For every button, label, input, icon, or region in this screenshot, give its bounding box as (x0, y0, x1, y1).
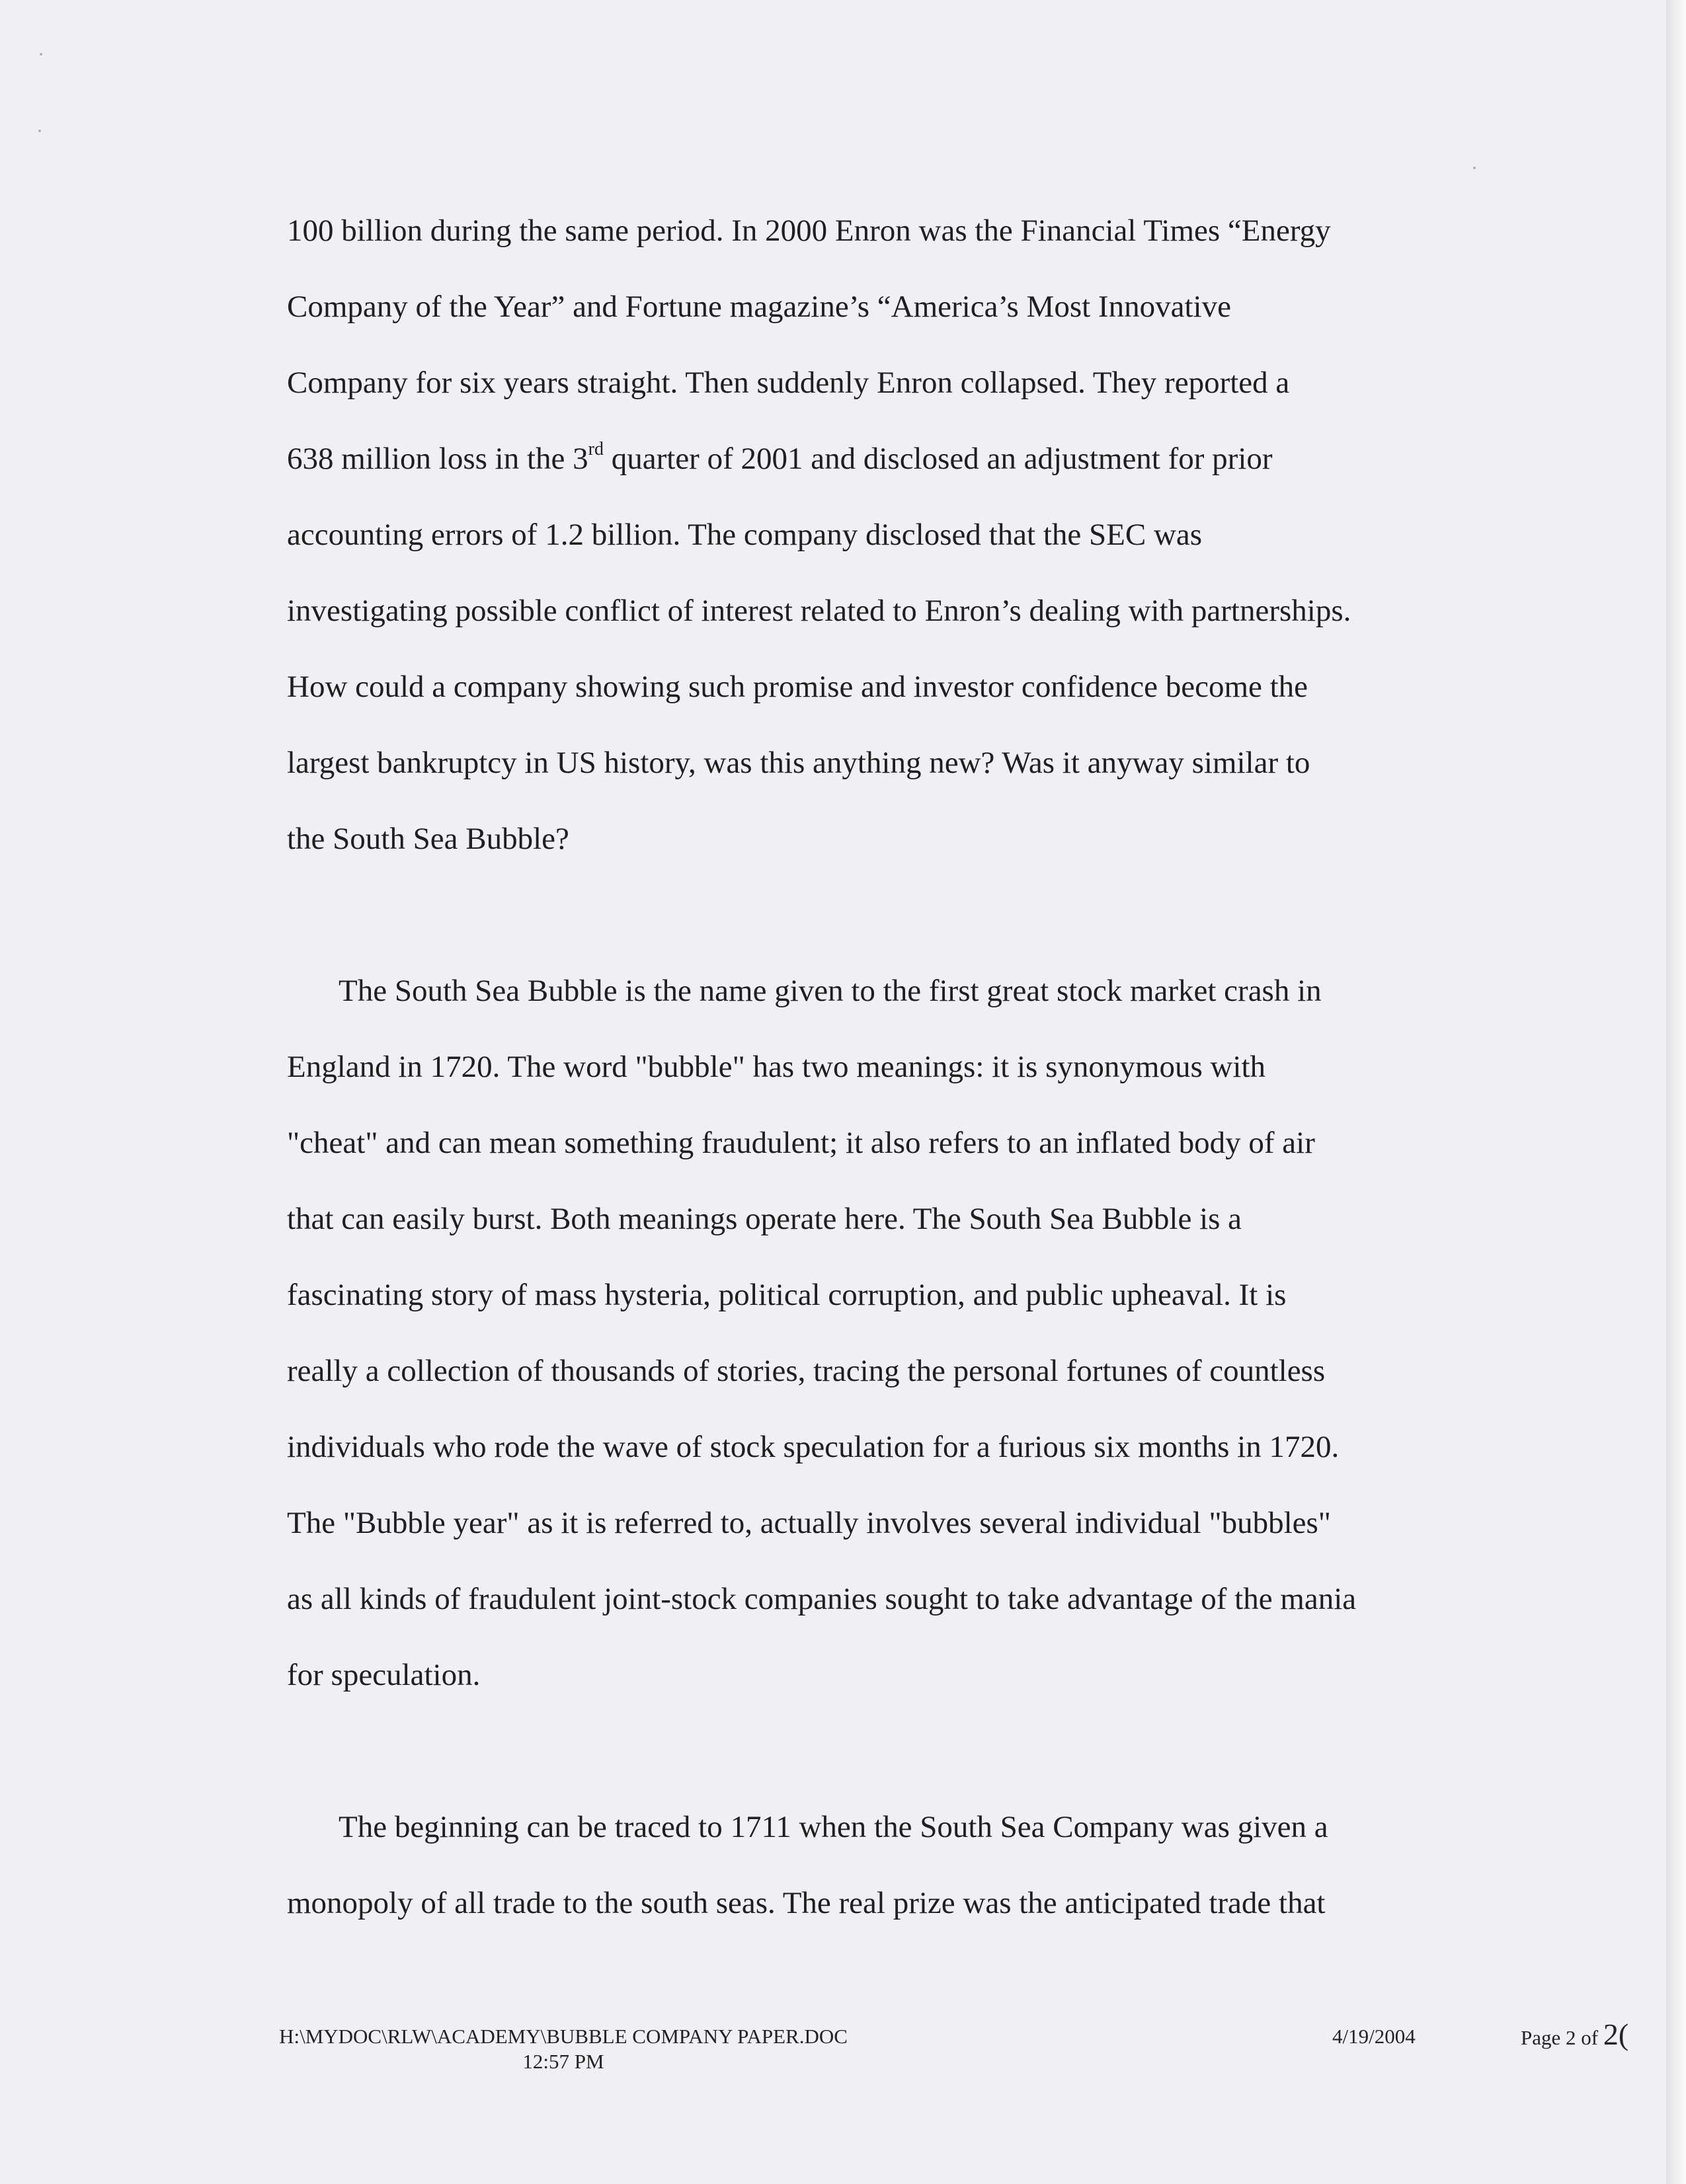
scan-speck (1473, 167, 1476, 169)
text-segment: 100 billion during the same period. In 2000 Enron was the Financial Times “Energy (287, 214, 1331, 248)
text-line (287, 1333, 1424, 1409)
text-segment: quarter of 2001 and disclosed an adjustment for prior (604, 442, 1273, 476)
text-line (287, 1181, 1424, 1257)
footer-page-number (1521, 2017, 1629, 2052)
body-text (287, 193, 1424, 1941)
text-segment: "cheat" and can mean something fraudulent; it also refers to an inflated body of air (287, 1126, 1315, 1160)
footer-page-total: 2( (1603, 2017, 1629, 2051)
footer-date: 4/19/2004 (1332, 2025, 1416, 2048)
text-segment: The South Sea Bubble is the name given to the first great stock market crash in (339, 974, 1322, 1008)
footer-path-text: H:\MYDOC\RLW\ACADEMY\BUBBLE COMPANY PAPER.DOC (279, 2025, 848, 2048)
text-line (287, 1105, 1424, 1181)
text-segment: The beginning can be traced to 1711 when the South Sea Company was given a (339, 1810, 1328, 1844)
footer-page-label: Page 2 of (1521, 2026, 1603, 2049)
footer-file-path (239, 2024, 887, 2074)
text-line (287, 573, 1424, 649)
text-segment: for speculation. (287, 1658, 481, 1692)
text-line (287, 1257, 1424, 1333)
text-segment: fascinating story of mass hysteria, political corruption, and public upheaval. It is (287, 1278, 1287, 1312)
text-line (287, 1865, 1424, 1941)
text-line (287, 421, 1424, 497)
text-segment: the South Sea Bubble? (287, 822, 569, 856)
text-segment: individuals who rode the wave of stock speculation for a furious six months in 1720. (287, 1430, 1340, 1464)
scan-speck (40, 53, 42, 56)
text-line (287, 953, 1424, 1029)
paragraph (287, 953, 1424, 1713)
text-line (287, 269, 1424, 345)
paragraph (287, 1789, 1424, 1941)
text-segment: largest bankruptcy in US history, was this anything new? Was it anyway similar to (287, 746, 1310, 780)
text-segment: 638 million loss in the 3 (287, 442, 588, 476)
text-segment: really a collection of thousands of stories, tracing the personal fortunes of countless (287, 1354, 1326, 1388)
scan-page-edge (1666, 0, 1686, 2184)
text-line (287, 345, 1424, 421)
text-segment: monopoly of all trade to the south seas. The real prize was the anticipated trade that (287, 1886, 1326, 1920)
text-segment: Company for six years straight. Then suddenly Enron collapsed. They reported a (287, 366, 1290, 400)
text-line (287, 497, 1424, 573)
superscript: rd (588, 439, 604, 460)
text-segment: The "Bubble year" as it is referred to, actually involves several individual "bubbles" (287, 1506, 1331, 1540)
text-line (287, 801, 1424, 877)
text-segment: England in 1720. The word "bubble" has two meanings: it is synonymous with (287, 1050, 1266, 1084)
text-line (287, 1789, 1424, 1865)
text-line (287, 1029, 1424, 1105)
scan-speck (38, 130, 41, 132)
paragraph (287, 193, 1424, 877)
text-line (287, 1485, 1424, 1561)
text-line (287, 649, 1424, 725)
text-segment: investigating possible conflict of interest related to Enron’s dealing with partnerships. (287, 594, 1351, 628)
page-footer (0, 2017, 1666, 2090)
footer-time-text: 12:57 PM (522, 2050, 604, 2073)
text-segment: accounting errors of 1.2 billion. The company disclosed that the SEC was (287, 518, 1203, 552)
text-line (287, 1637, 1424, 1713)
text-line (287, 1409, 1424, 1485)
text-line (287, 1561, 1424, 1637)
text-line (287, 193, 1424, 269)
text-line (287, 725, 1424, 801)
text-segment: Company of the Year” and Fortune magazine’s “America’s Most Innovative (287, 290, 1231, 324)
text-segment: as all kinds of fraudulent joint-stock companies sought to take advantage of the mania (287, 1582, 1357, 1616)
text-segment: that can easily burst. Both meanings operate here. The South Sea Bubble is a (287, 1202, 1242, 1236)
text-segment: How could a company showing such promise and investor confidence become the (287, 670, 1308, 704)
